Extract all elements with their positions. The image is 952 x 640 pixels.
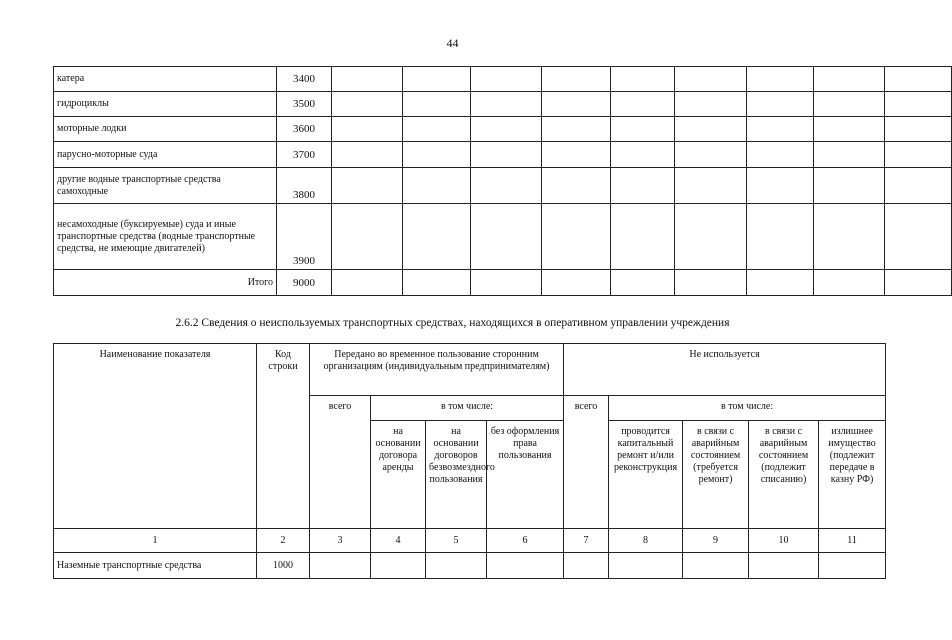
column-numbers-row	[54, 529, 886, 553]
column-number: 11	[819, 529, 886, 553]
header-transferred: Передано во временное пользование сторонним организациям (индивидуальным предпринимателям)	[310, 344, 564, 396]
row-label: Наземные транспортные средства	[54, 553, 257, 579]
row-code: 3900	[277, 204, 332, 270]
header-including: в том числе:	[371, 396, 564, 421]
header-code: Код строки	[257, 344, 310, 529]
header-no-rights: без оформления права пользования	[487, 421, 564, 529]
row-code: 1000	[257, 553, 310, 579]
table-row	[54, 117, 952, 142]
column-number: 6	[487, 529, 564, 553]
total-code: 9000	[277, 270, 332, 296]
header-total: всего	[310, 396, 371, 529]
row-label: катера	[54, 67, 277, 92]
row-label: гидроциклы	[54, 92, 277, 117]
column-number: 1	[54, 529, 257, 553]
row-label: другие водные транспортные средства самоходные	[54, 168, 277, 204]
header-emergency-repair: в связи с аварийным состоянием (требуется ремонт)	[683, 421, 749, 529]
row-code: 3800	[277, 168, 332, 204]
table-row	[54, 204, 952, 270]
row-code: 3400	[277, 67, 332, 92]
column-number: 10	[749, 529, 819, 553]
total-label: Итого	[54, 270, 277, 296]
header-lease: на основании договора аренды	[371, 421, 426, 529]
header-free-use: на основании договоров безвозмездного пользования	[426, 421, 487, 529]
header-not-used-total: всего	[564, 396, 609, 529]
water-transport-table	[53, 66, 952, 296]
header-name: Наименование показателя	[54, 344, 257, 529]
row-label: парусно-моторные суда	[54, 142, 277, 168]
column-number: 7	[564, 529, 609, 553]
row-label: моторные лодки	[54, 117, 277, 142]
column-number: 2	[257, 529, 310, 553]
header-not-used-including: в том числе:	[609, 396, 886, 421]
table-row	[54, 142, 952, 168]
table-row	[54, 553, 886, 579]
header-emergency-writeoff: в связи с аварийным состоянием (подлежит списанию)	[749, 421, 819, 529]
header-surplus: излишнее имущество (подлежит передаче в казну РФ)	[819, 421, 886, 529]
section-title: 2.6.2 Сведения о неиспользуемых транспортных средствах, находящихся в оперативном управлении учреждения	[175, 317, 730, 329]
column-number: 8	[609, 529, 683, 553]
page-number: 44	[446, 36, 459, 50]
table-row	[54, 67, 952, 92]
column-number: 3	[310, 529, 371, 553]
row-code: 3700	[277, 142, 332, 168]
header-repair: проводится капитальный ремонт и/или реконструкция	[609, 421, 683, 529]
column-number: 9	[683, 529, 749, 553]
table-row	[54, 168, 952, 204]
table-row-total	[54, 270, 952, 296]
row-label: несамоходные (буксируемые) суда и иные транспортные средства (водные транспортные средства, не имеющие двигателей)	[54, 204, 277, 270]
column-number: 5	[426, 529, 487, 553]
table-row	[54, 92, 952, 117]
unused-transport-table	[53, 343, 886, 579]
row-code: 3500	[277, 92, 332, 117]
column-number: 4	[371, 529, 426, 553]
header-not-used: Не используется	[564, 344, 886, 396]
row-code: 3600	[277, 117, 332, 142]
